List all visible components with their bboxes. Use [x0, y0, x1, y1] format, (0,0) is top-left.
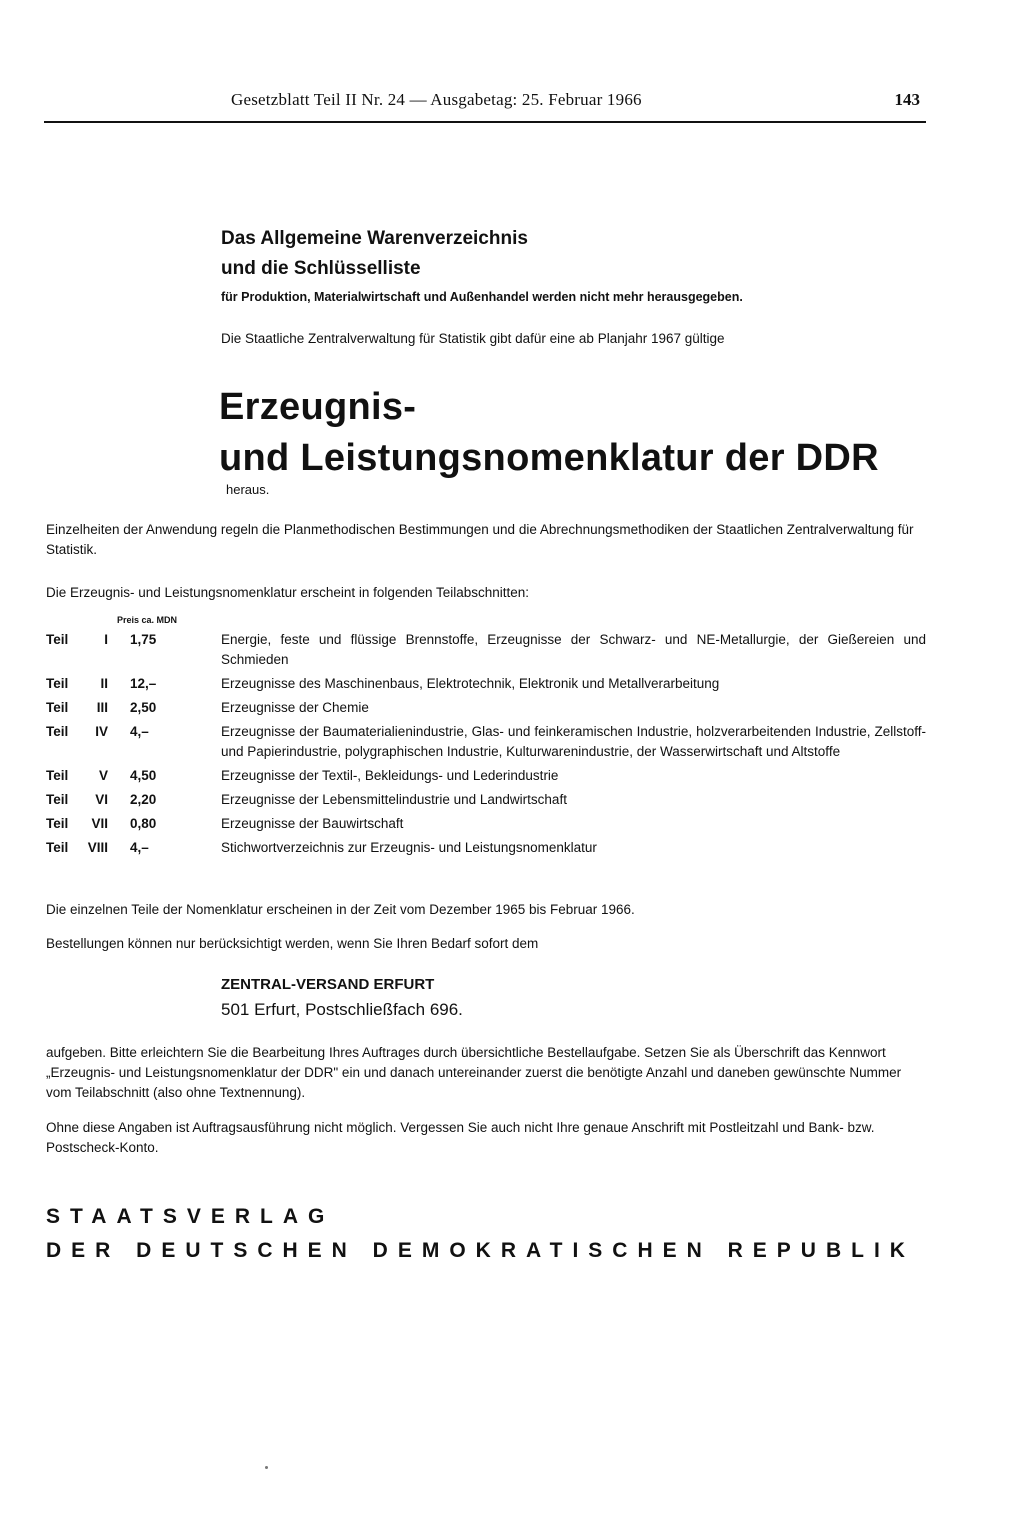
part-row [46, 766, 926, 786]
part-row [46, 814, 926, 834]
paragraph-einzelheiten: Einzelheiten der Anwendung regeln die Planmethodischen Bestimmungen und die Abrechnungsmethodiken der Staatlichen Zentralverwaltung für Statistik. [46, 522, 914, 557]
paragraph-erscheint: Die Erzeugnis- und Leistungsnomenklatur erscheint in folgenden Teilabschnitten: [46, 585, 530, 600]
part-row [46, 674, 926, 694]
intro-subline: für Produktion, Materialwirtschaft und Außenhandel werden nicht mehr herausgegeben. [221, 290, 743, 304]
part-description: Erzeugnisse der Bauwirtschaft [221, 816, 404, 831]
part-description: Erzeugnisse der Chemie [221, 700, 369, 715]
main-title-line-1: Erzeugnis- [219, 386, 417, 428]
part-row [46, 722, 926, 762]
part-numeral: VIII [87, 840, 108, 855]
part-description: Erzeugnisse der Textil-, Bekleidungs- und Lederindustrie [221, 768, 559, 783]
part-price: 4,– [130, 724, 149, 739]
address-name: ZENTRAL-VERSAND ERFURT [221, 976, 435, 993]
part-price: 2,20 [130, 792, 157, 807]
print-speck [265, 1466, 268, 1469]
part-description: Stichwortverzeichnis zur Erzeugnis- und Leistungsnomenklatur [221, 840, 597, 855]
part-label: Teil [46, 768, 69, 783]
part-price: 4,– [130, 840, 149, 855]
part-numeral: I [104, 632, 108, 647]
part-price: 12,– [130, 676, 157, 691]
part-description: Erzeugnisse der Lebensmittelindustrie und Landwirtschaft [221, 792, 567, 807]
part-numeral: VII [91, 816, 108, 831]
running-title: Gesetzblatt Teil II Nr. 24 — Ausgabetag: 25. Februar 1966 [231, 90, 642, 109]
page-header [44, 90, 924, 116]
part-row [46, 698, 926, 718]
price-column-header: Preis ca. MDN [117, 615, 178, 625]
paragraph-aufgeben: aufgeben. Bitte erleichtern Sie die Bearbeitung Ihres Auftrages durch übersichtliche Bestellaufgabe. Setzen Sie als Überschrift das Kennwort „Erzeugnis- und Leistungsnomenklatur der DDR" ein und danach untereinander zuerst die benötigte Anzahl und daneben gewünschte Nummer vom Teilabschnitt (also ohne Textnennung). [46, 1045, 902, 1100]
header-rule [44, 121, 926, 123]
part-label: Teil [46, 676, 69, 691]
paragraph-bestellungen: Bestellungen können nur berücksichtigt werden, wenn Sie Ihren Bedarf sofort dem [46, 936, 539, 951]
part-numeral: III [96, 700, 108, 715]
part-price: 0,80 [130, 816, 157, 831]
address-line: 501 Erfurt, Postschließfach 696. [221, 1000, 463, 1019]
intro-block [221, 224, 921, 346]
part-description: Energie, feste und flüssige Brennstoffe, Erzeugnisse der Schwarz- und NE-Metallurgie, der Gießereien und Schmieden [221, 632, 926, 667]
part-label: Teil [46, 700, 69, 715]
publisher-imprint [46, 1200, 915, 1268]
publisher-line-1: STAATSVERLAG [46, 1205, 335, 1228]
part-numeral: VI [95, 792, 108, 807]
part-label: Teil [46, 840, 69, 855]
part-row [46, 630, 926, 670]
part-price: 1,75 [130, 632, 157, 647]
part-price: 4,50 [130, 768, 157, 783]
part-row [46, 790, 926, 810]
main-title [219, 382, 939, 484]
part-row [46, 838, 926, 858]
order-address [221, 974, 463, 1022]
paragraph-einzelnen: Die einzelnen Teile der Nomenklatur erscheinen in der Zeit vom Dezember 1965 bis Februar 1966. [46, 902, 635, 917]
publisher-line-2: DER DEUTSCHEN DEMOKRATISCHEN REPUBLIK [46, 1239, 915, 1262]
intro-line-1: Das Allgemeine Warenverzeichnis [221, 228, 528, 249]
paragraph-ohne: Ohne diese Angaben ist Auftragsausführung nicht möglich. Vergessen Sie auch nicht Ihre genaue Anschrift mit Postleitzahl und Bank- bzw. Postscheck-Konto. [46, 1120, 875, 1155]
intro-gives: Die Staatliche Zentralverwaltung für Statistik gibt dafür eine ab Planjahr 1967 gültige [221, 331, 725, 346]
part-label: Teil [46, 816, 69, 831]
part-label: Teil [46, 724, 69, 739]
main-title-line-2: und Leistungsnomenklatur der DDR [219, 437, 879, 479]
part-numeral: IV [95, 724, 108, 739]
title-after: heraus. [226, 482, 270, 497]
page-number: 143 [894, 90, 920, 109]
parts-list [46, 630, 926, 862]
part-label: Teil [46, 792, 69, 807]
part-description: Erzeugnisse der Baumaterialienindustrie, Glas- und feinkeramischen Industrie, holzverarbeitenden Industrie, Zellstoff- und Papierindustrie, polygraphischen Industrie, Kulturwarenindustrie, der Wasserwirtschaft und Altstoffe [221, 724, 926, 759]
part-numeral: V [98, 768, 108, 783]
part-label: Teil [46, 632, 69, 647]
part-price: 2,50 [130, 700, 157, 715]
intro-line-2: und die Schlüsselliste [221, 258, 421, 279]
part-description: Erzeugnisse des Maschinenbaus, Elektrotechnik, Elektronik und Metallverarbeitung [221, 676, 720, 691]
part-numeral: II [100, 676, 108, 691]
